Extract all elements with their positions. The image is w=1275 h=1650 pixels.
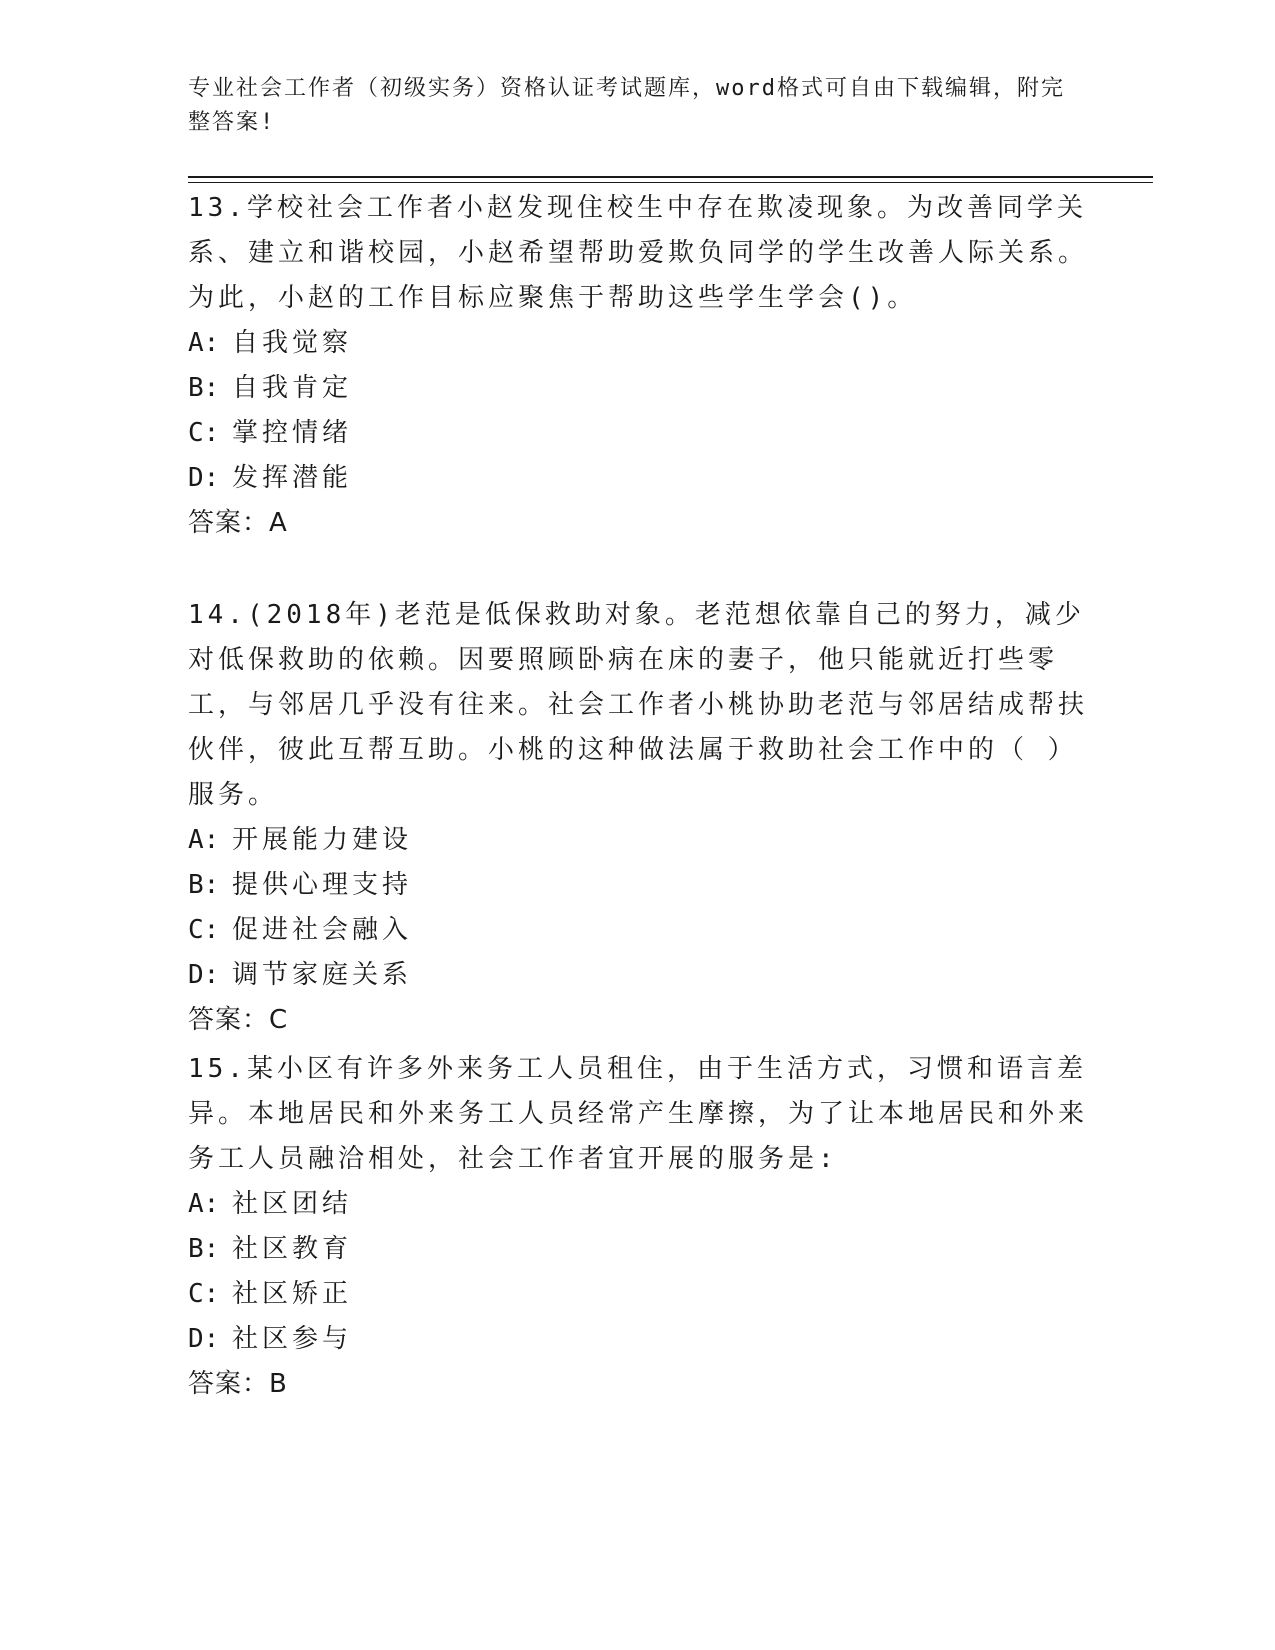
option-b	[188, 366, 1088, 411]
option-a	[188, 321, 1088, 366]
option-c	[188, 908, 1088, 953]
answer-line: 答案：C	[188, 1005, 289, 1035]
option-a	[188, 1182, 1088, 1227]
option-letter: A:	[188, 328, 220, 358]
option-text: 社区团结	[232, 1189, 353, 1219]
option-text: 发挥潜能	[232, 463, 353, 493]
option-text: 掌控情绪	[232, 418, 353, 448]
question-13	[188, 186, 1088, 546]
document-header: 专业社会工作者（初级实务）资格认证考试题库，word格式可自由下载编辑，附完整答案!	[188, 76, 1065, 135]
option-letter: B:	[188, 870, 220, 900]
option-b	[188, 1227, 1088, 1272]
option-letter: A:	[188, 1189, 220, 1219]
option-letter: C:	[188, 418, 220, 448]
option-d	[188, 456, 1088, 501]
option-d	[188, 953, 1088, 998]
option-text: 提供心理支持	[232, 870, 413, 900]
option-letter: C:	[188, 1279, 220, 1309]
option-text: 开展能力建设	[232, 825, 413, 855]
option-letter: D:	[188, 960, 220, 990]
question-stem: 15.某小区有许多外来务工人员租住，由于生活方式，习惯和语言差异。本地居民和外来务工人员经常产生摩擦，为了让本地居民和外来务工人员融洽相处，社会工作者宜开展的服务是:	[188, 1054, 1089, 1174]
option-a	[188, 818, 1088, 863]
option-text: 促进社会融入	[232, 915, 413, 945]
question-stem: 13.学校社会工作者小赵发现住校生中存在欺凌现象。为改善同学关系、建立和谐校园，小赵希望帮助爱欺负同学的学生改善人际关系。为此，小赵的工作目标应聚焦于帮助这些学生学会()。	[188, 193, 1089, 313]
header-rule-thin	[188, 182, 1153, 183]
answer-line: 答案：B	[188, 1369, 288, 1399]
question-15	[188, 1047, 1088, 1407]
option-text: 社区参与	[232, 1324, 353, 1354]
option-c	[188, 411, 1088, 456]
header-rule-thick	[188, 176, 1153, 178]
option-b	[188, 863, 1088, 908]
option-text: 自我肯定	[232, 373, 353, 403]
option-letter: C:	[188, 915, 220, 945]
option-letter: D:	[188, 463, 220, 493]
option-text: 社区矫正	[232, 1279, 353, 1309]
option-letter: A:	[188, 825, 220, 855]
option-text: 社区教育	[232, 1234, 353, 1264]
answer-line: 答案：A	[188, 508, 288, 538]
option-letter: B:	[188, 373, 220, 403]
option-text: 自我觉察	[232, 328, 353, 358]
question-stem: 14.(2018年)老范是低保救助对象。老范想依靠自己的努力，减少对低保救助的依赖。因要照顾卧病在床的妻子，他只能就近打些零工，与邻居几乎没有往来。社会工作者小桃协助老范与邻居结成帮扶伙伴，彼此互帮互助。小桃的这种做法属于救助社会工作中的（ ）服务。	[188, 600, 1089, 810]
question-14	[188, 593, 1088, 1043]
option-c	[188, 1272, 1088, 1317]
option-letter: D:	[188, 1324, 220, 1354]
option-letter: B:	[188, 1234, 220, 1264]
option-d	[188, 1317, 1088, 1362]
option-text: 调节家庭关系	[232, 960, 413, 990]
